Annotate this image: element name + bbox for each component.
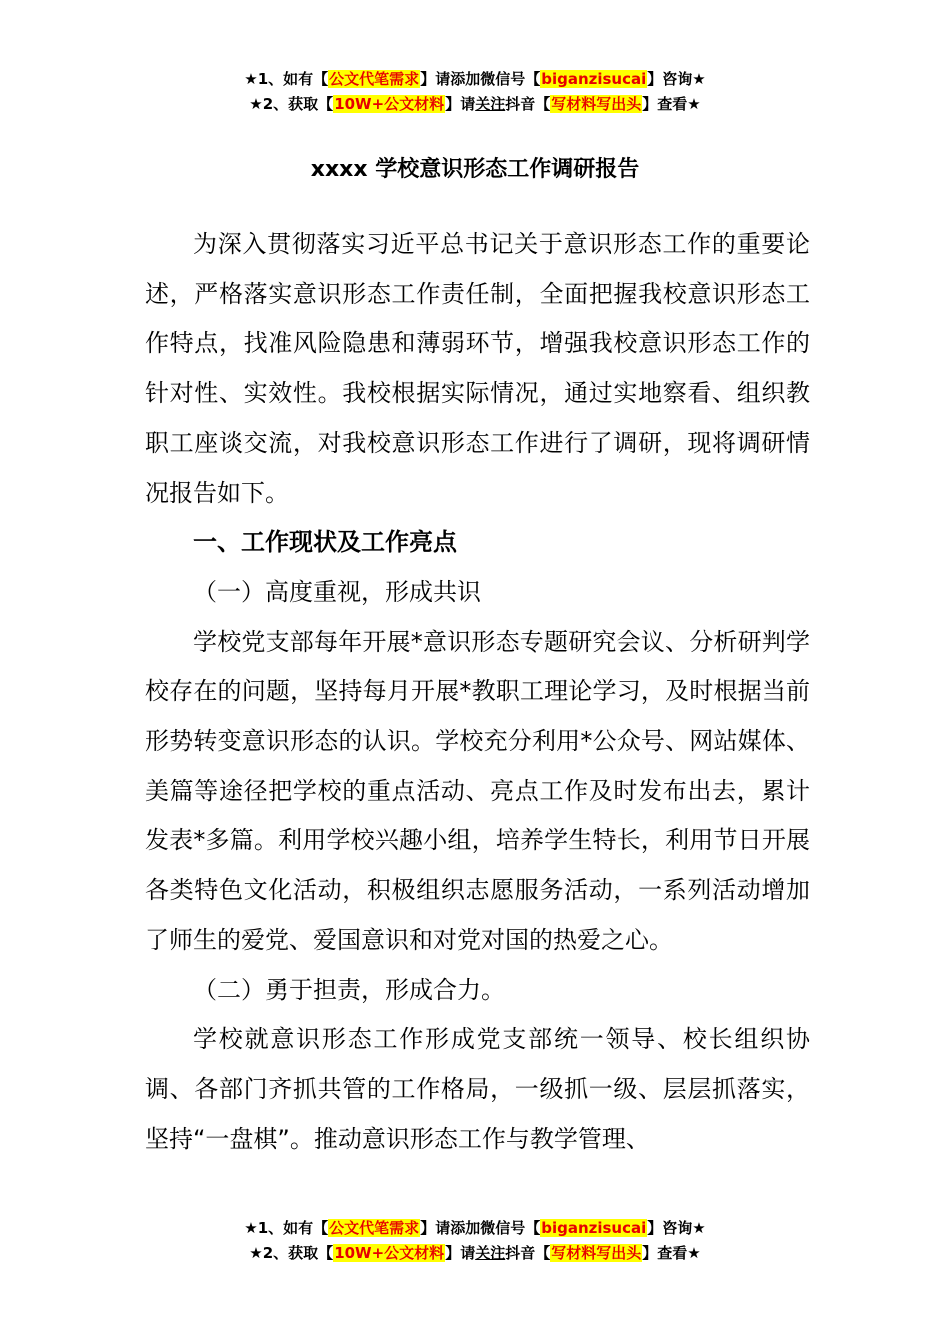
promo-text: 抖音【 [505,95,551,113]
promo-highlight: 10W+公文材料 [334,95,445,113]
section-heading: 一、工作现状及工作亮点 [193,528,457,557]
promo-line-1 [0,67,950,92]
top-promo-banner [0,67,950,117]
promo-highlight: biganzisucai [541,1219,647,1237]
promo-underlined: 关注 [475,95,506,113]
promo-line-1 [0,1216,950,1241]
promo-text: 】查看★ [642,95,701,113]
promo-text: 】请 [445,1244,476,1262]
promo-highlight: 公文代笔需求 [329,1219,420,1237]
promo-highlight: 10W+公文材料 [334,1244,445,1262]
promo-highlight: 写材料写出头 [551,95,642,113]
promo-line-2 [0,1241,950,1266]
promo-text: 】请添加微信号【 [420,1219,541,1237]
promo-highlight: 公文代笔需求 [329,70,420,88]
promo-text: 抖音【 [505,1244,551,1262]
promo-underlined: 关注 [475,1244,506,1262]
promo-highlight: biganzisucai [541,70,647,88]
promo-text: ★1、如有【 [244,1219,329,1237]
promo-text: ★2、获取【 [249,1244,334,1262]
promo-highlight: 写材料写出头 [551,1244,642,1262]
bottom-promo-banner [0,1216,950,1266]
promo-text: ★2、获取【 [249,95,334,113]
document-title: xxxx 学校意识形态工作调研报告 [310,157,640,182]
paragraph: 学校就意识形态工作形成党支部统一领导、校长组织协调、各部门齐抓共管的工作格局，一级抓一级、层层抓落实，坚持“一盘棋”。推动意识形态工作与教学管理、 [145,1025,810,1153]
promo-text: 】请添加微信号【 [420,70,541,88]
promo-text: 】咨询★ [647,70,706,88]
promo-text: ★1、如有【 [244,70,329,88]
subsection-heading: （一）高度重视，形成共识 [193,577,481,606]
paragraph: 为深入贯彻落实习近平总书记关于意识形态工作的重要论述，严格落实意识形态工作责任制，全面把握我校意识形态工作特点，找准风险隐患和薄弱环节，增强我校意识形态工作的针对性、实效性。我校根据实际情况，通过实地察看、组织教职工座谈交流，对我校意识形态工作进行了调研，现将调研情况报告如下。 [145,230,810,507]
promo-text: 】查看★ [642,1244,701,1262]
promo-text: 】咨询★ [647,1219,706,1237]
promo-line-2 [0,92,950,117]
subsection-heading: （二）勇于担责，形成合力。 [193,975,505,1004]
promo-text: 】请 [445,95,476,113]
document-body [145,220,810,1164]
paragraph: 学校党支部每年开展*意识形态专题研究会议、分析研判学校存在的问题，坚持每月开展*教职工理论学习，及时根据当前形势转变意识形态的认识。学校充分利用*公众号、网站媒体、美篇等途径把学校的重点活动、亮点工作及时发布出去，累计发表*多篇。利用学校兴趣小组，培养学生特长，利用节日开展各类特色文化活动，积极组织志愿服务活动，一系列活动增加了师生的爱党、爱国意识和对党对国的热爱之心。 [145,627,810,954]
